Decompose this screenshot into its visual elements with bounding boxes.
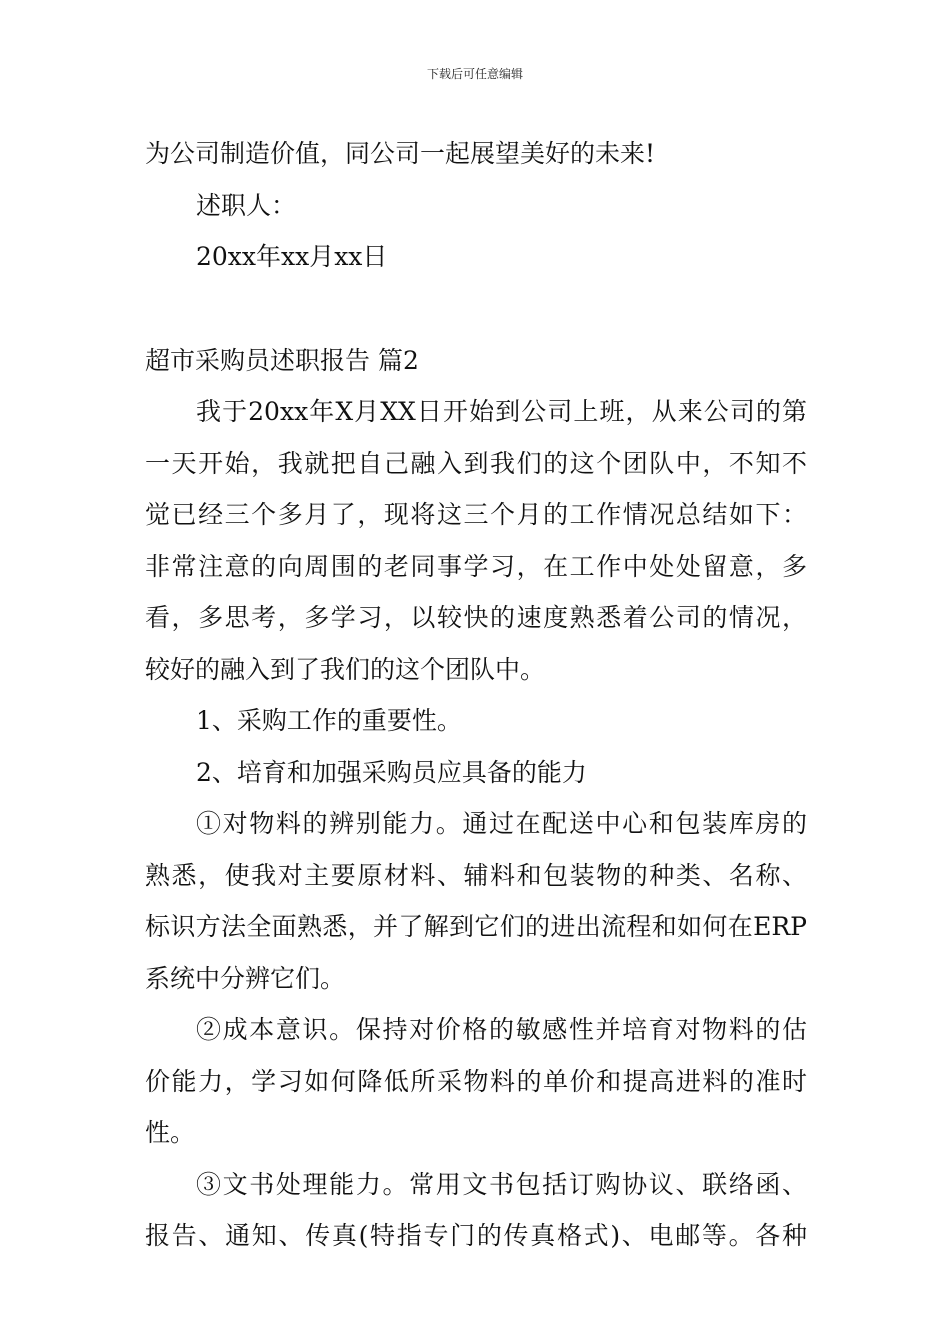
paragraph-line: 我于20xx年X月XX日开始到公司上班，从来公司的第 (196, 397, 807, 426)
paragraph-line: 标识方法全面熟悉，并了解到它们的进出流程和如何在ERP (145, 912, 807, 941)
list-item: 1、采购工作的重要性。 (196, 706, 462, 735)
paragraph-line: 系统中分辨它们。 (145, 963, 346, 993)
section-heading: 超市采购员述职报告 篇2 (145, 345, 419, 375)
paragraph-line: ②成本意识。保持对价格的敏感性并培育对物料的估 (196, 1015, 807, 1044)
paragraph-line: 看，多思考，多学习，以较快的速度熟悉着公司的情况， (145, 603, 807, 632)
signature-date: 20xx年xx月xx日 (196, 242, 388, 271)
signature-label: 述职人： (196, 190, 297, 220)
blank-line (145, 283, 807, 335)
paragraph-line: 性。 (145, 1118, 196, 1147)
page-header-note: 下载后可任意编辑 (426, 67, 523, 81)
paragraph-line: 较好的融入到了我们的这个团队中。 (145, 654, 546, 684)
paragraph-line: 熟悉，使我对主要原材料、辅料和包装物的种类、名称、 (145, 860, 807, 890)
paragraph-line: 报告、通知、传真(特指专门的传真格式)、电邮等。各种 (145, 1221, 807, 1250)
paragraph-line: ①对物料的辨别能力。通过在配送中心和包装库房的 (196, 809, 807, 838)
paragraph-line: 觉已经三个多月了，现将这三个月的工作情况总结如下： (145, 500, 807, 529)
paragraph-line: 非常注意的向周围的老同事学习，在工作中处处留意，多 (145, 551, 807, 581)
list-item: 2、培育和加强采购员应具备的能力 (196, 757, 587, 787)
paragraph-line: 价能力，学习如何降低所采物料的单价和提高进料的准时 (145, 1066, 807, 1096)
paragraph-line: ③文书处理能力。常用文书包括订购协议、联络函、 (196, 1169, 807, 1199)
document-body (145, 128, 807, 1262)
paragraph-line: 一天开始，我就把自己融入到我们的这个团队中，不知不 (145, 448, 807, 478)
paragraph-line: 为公司制造价值，同公司一起展望美好的未来! (145, 139, 656, 168)
